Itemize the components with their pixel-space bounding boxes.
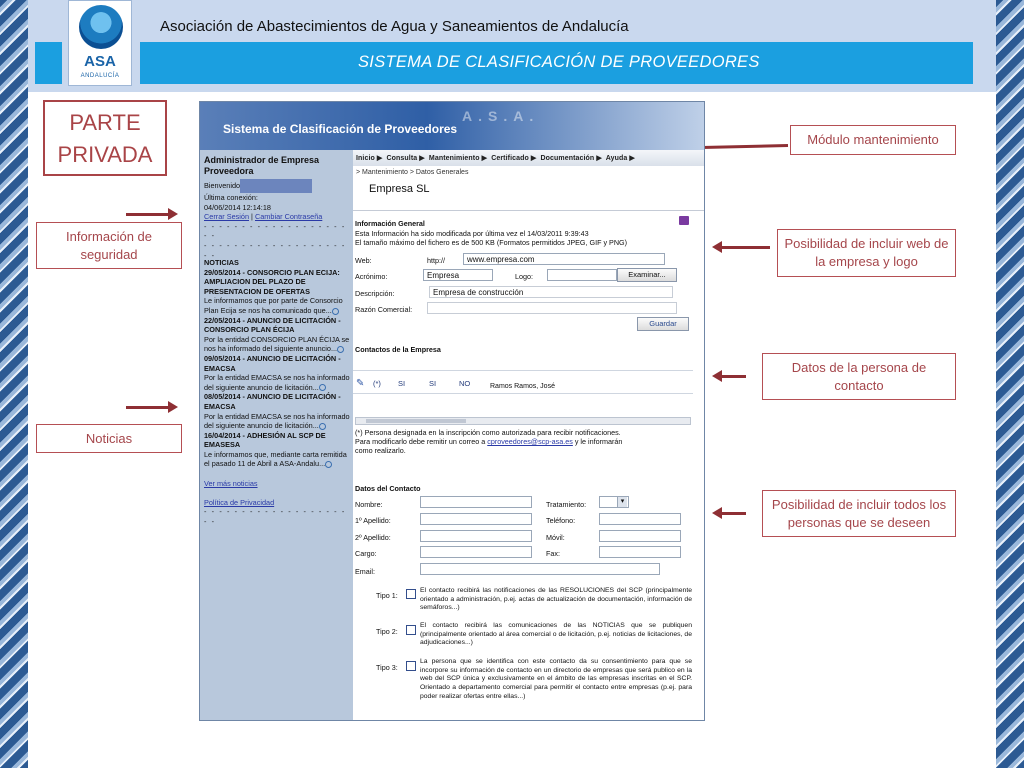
divider	[353, 210, 705, 211]
movil-label: Móvil:	[546, 533, 565, 542]
logo-file-input[interactable]	[547, 269, 617, 281]
callout-incluir-todos: Posibilidad de incluir todos los personas que se deseen	[762, 490, 956, 537]
tipo1-label: Tipo 1:	[376, 591, 398, 600]
magnifier-icon[interactable]	[325, 461, 332, 468]
divider-1: - - - - - - - - - - - - - - - - - - - - -	[204, 221, 346, 241]
separator: |	[251, 212, 253, 222]
sidebar-admin-title: Administrador de Empresa Proveedora	[204, 155, 320, 176]
magnifier-icon[interactable]	[319, 423, 326, 430]
right-border-decoration	[996, 0, 1024, 768]
razon-comercial-input[interactable]	[427, 302, 677, 314]
apellido1-label: 1º Apellido:	[355, 516, 391, 525]
logo-emblem	[79, 5, 123, 49]
sidebar-session-info	[204, 179, 350, 260]
news-body: Le informamos que, mediante carta remitida el pasado 11 de Abril a ASA-Andalu...	[204, 449, 347, 469]
tratamiento-label: Tratamiento:	[546, 500, 587, 509]
contact-col-2: SI	[429, 379, 437, 388]
ultima-conexion-fecha: 04/06/2014 12:14:18	[204, 202, 271, 212]
info-file-size: El tamaño máximo del fichero es de 500 KB (Formatos permitidos JPEG, GIF y PNG)	[355, 238, 628, 247]
tipo1-text: El contacto recibirá las notificaciones de las RESOLUCIONES del SCP (principalmente orientado a administración, p.ej. actas de actualización de documentación, información de semáforos...)	[420, 587, 692, 612]
horizontal-scrollbar[interactable]	[355, 417, 691, 425]
email-link[interactable]: cproveedores@scp-asa.es	[487, 437, 573, 446]
app-title: Sistema de Clasificación de Proveedores	[223, 122, 458, 136]
menu-documentacion[interactable]: Documentación ▶	[540, 155, 602, 162]
app-main	[353, 150, 705, 721]
politica-privacidad-link[interactable]: Política de Privacidad	[204, 497, 275, 507]
contact-name: Ramos Ramos, José	[490, 383, 555, 390]
tratamiento-select[interactable]	[599, 496, 629, 508]
app-sidebar	[200, 150, 353, 721]
contact-mark: (*)	[373, 379, 381, 388]
apellido2-input[interactable]	[420, 530, 532, 542]
apellido1-input[interactable]	[420, 513, 532, 525]
contactos-heading: Contactos de la Empresa	[355, 345, 441, 354]
asa-logo	[68, 0, 132, 86]
ver-mas-noticias-link[interactable]: Ver más noticias	[204, 478, 258, 488]
magnifier-icon[interactable]	[319, 384, 326, 391]
nombre-input[interactable]	[420, 496, 532, 508]
parte-line-1: PARTE	[69, 110, 141, 135]
magnifier-icon[interactable]	[332, 308, 339, 315]
descripcion-label: Descripción:	[355, 289, 395, 298]
arrow-incluir-todos	[716, 512, 746, 515]
bienvenido-label: Bienvenido	[204, 180, 241, 190]
note-autorizada: (*) Persona designada en la inscripción como autorizada para recibir notificaciones.	[355, 428, 621, 437]
arrow-web-logo	[716, 246, 770, 249]
nombre-label: Nombre:	[355, 500, 383, 509]
tipo2-label: Tipo 2:	[376, 627, 398, 636]
tipo3-label: Tipo 3:	[376, 663, 398, 672]
web-input[interactable]: www.empresa.com	[463, 253, 665, 265]
title-bar-left	[35, 42, 62, 84]
descripcion-input[interactable]: Empresa de construcción	[429, 286, 673, 298]
logo-text: ASA	[84, 53, 116, 70]
acronimo-input[interactable]: Empresa	[423, 269, 493, 281]
examinar-button[interactable]: Examinar...	[617, 268, 677, 282]
edit-icon[interactable]	[679, 216, 689, 225]
http-prefix: http://	[427, 256, 445, 265]
callout-informacion-seguridad: Información de seguridad	[36, 222, 182, 269]
magnifier-icon[interactable]	[337, 346, 344, 353]
callout-web-logo: Posibilidad de incluir web de la empresa y logo	[777, 229, 956, 277]
edit-icon[interactable]: ✎	[356, 378, 365, 389]
menu-inicio[interactable]: Inicio ▶	[356, 155, 383, 162]
tipo3-checkbox[interactable]	[406, 661, 416, 671]
fax-input[interactable]	[599, 546, 681, 558]
company-name: Empresa SL	[369, 183, 430, 195]
telefono-input[interactable]	[599, 513, 681, 525]
guardar-button[interactable]: Guardar	[637, 317, 689, 331]
acronimo-label: Acrónimo:	[355, 272, 388, 281]
news-body: Por la entidad CONSORCIO PLAN ÉCIJA se nos ha informado del siguiente anuncio...	[204, 334, 350, 354]
cerrar-sesion-link[interactable]: Cerrar Sesión	[204, 212, 250, 222]
cargo-input[interactable]	[420, 546, 532, 558]
chevron-down-icon[interactable]: ▾	[617, 497, 627, 507]
news-title[interactable]: 09/05/2014 - ANUNCIO DE LICITACIÓN - EMACSA	[204, 353, 341, 373]
tipo1-checkbox[interactable]	[406, 589, 416, 599]
info-general-heading: Información General	[355, 219, 425, 228]
arrow-datos-contacto	[716, 375, 746, 378]
callout-noticias: Noticias	[36, 424, 182, 453]
news-body: Por la entidad EMACSA se nos ha informado del siguiente anuncio de licitación...	[204, 373, 350, 392]
logo-label: Logo:	[515, 272, 533, 281]
news-title[interactable]: 08/05/2014 - ANUNCIO DE LICITACIÓN - EMACSA	[204, 392, 341, 411]
apellido2-label: 2º Apellido:	[355, 533, 391, 542]
contact-table-row[interactable]	[353, 370, 693, 394]
movil-input[interactable]	[599, 530, 681, 542]
telefono-label: Teléfono:	[546, 516, 576, 525]
organization-title: Asociación de Abastecimientos de Agua y Saneamientos de Andalucía	[160, 18, 629, 35]
noticias-heading: NOTICIAS	[204, 258, 239, 267]
news-title[interactable]: 16/04/2014 - ADHESIÓN AL SCP DE EMASESA	[204, 430, 326, 450]
menu-certificado[interactable]: Certificado ▶	[491, 155, 537, 162]
datos-contacto-heading: Datos del Contacto	[355, 484, 421, 493]
left-border-decoration	[0, 0, 28, 768]
divider-2: - - - - - - - - - - - - - - - - - - - - -	[204, 240, 346, 260]
logo-subtext: ANDALUCÍA	[80, 73, 120, 79]
parte-privada-label	[43, 100, 167, 176]
news-title[interactable]: 22/05/2014 - ANUNCIO DE LICITACIÓN - CONSORCIO PLAN ÉCIJA	[204, 315, 341, 335]
contact-col-3: NO	[459, 379, 471, 388]
tipo2-checkbox[interactable]	[406, 625, 416, 635]
app-menu	[353, 150, 705, 166]
info-modified: Esta Información ha sido modificada por última vez el 14/03/2011 9:39:43	[355, 229, 589, 238]
razon-comercial-label: Razón Comercial:	[355, 305, 413, 314]
breadcrumb: > Mantenimiento > Datos Generales	[356, 169, 469, 176]
web-label: Web:	[355, 256, 372, 265]
app-header	[200, 102, 704, 150]
menu-mantenimiento[interactable]: Mantenimiento ▶	[428, 155, 488, 162]
callout-datos-contacto: Datos de la persona de contacto	[762, 353, 956, 400]
news-body: Le informamos que por parte de Consorcio Plan Ecija se nos ha comunicado que...	[204, 296, 343, 315]
arrow-noticias	[126, 406, 174, 409]
contact-col-1: SI	[398, 379, 406, 388]
callout-modulo-mantenimiento: Módulo mantenimiento	[790, 125, 956, 155]
cambiar-contrasena-link[interactable]: Cambiar Contraseña	[254, 212, 323, 222]
email-input[interactable]	[420, 563, 660, 575]
email-label: Email:	[355, 567, 375, 576]
divider-3: - - - - - - - - - - - - - - - - - - - - -	[204, 507, 346, 527]
note-realizarlo: como realizarlo.	[355, 446, 406, 455]
fax-label: Fax:	[546, 549, 560, 558]
arrow-informacion-seguridad	[126, 213, 174, 216]
username-highlight	[240, 179, 312, 193]
app-screenshot	[199, 101, 705, 721]
note-modificar: Para modificarlo debe remitir un correo a cproveedores@scp-asa.es y le informarán	[355, 437, 623, 446]
menu-consulta[interactable]: Consulta ▶	[386, 155, 425, 162]
news-title[interactable]: 29/05/2014 - CONSORCIO PLAN ECIJA: AMPLIACION DEL PLAZO DE PRESENTACION DE OFERTAS	[204, 267, 340, 296]
sidebar-news	[204, 258, 350, 527]
tipo2-text: El contacto recibirá las comunicaciones de las NOTICIAS que se publiquen (principalmente orientado al área comercial o de licitación, p.ej. noticias de licitaciones, de adjudicaciones...)	[420, 622, 692, 647]
parte-line-2: PRIVADA	[57, 142, 153, 167]
app-watermark: A.S.A.	[462, 108, 540, 124]
news-body: Por la entidad EMACSA se nos ha informado del siguiente anuncio de licitación...	[204, 411, 350, 431]
tipo3-text: La persona que se identifica con este contacto da su consentimiento para que se incorpore su información de contacto en un directorio de empresas que será publico en la web del SCP única y exclusivamente en el ámbito de las empresas inscritas en el SCP. Orientado a departamento comercial para permitir el contacto entre empresas (p.ej. para poder realizar ofertas entre ellas...)	[420, 658, 692, 700]
system-title: SISTEMA DE CLASIFICACIÓN DE PROVEEDORES	[358, 53, 760, 71]
menu-ayuda[interactable]: Ayuda ▶	[605, 155, 635, 162]
ultima-conexion-label: Última conexión:	[204, 193, 258, 202]
system-title-bar	[140, 42, 973, 84]
cargo-label: Cargo:	[355, 549, 377, 558]
